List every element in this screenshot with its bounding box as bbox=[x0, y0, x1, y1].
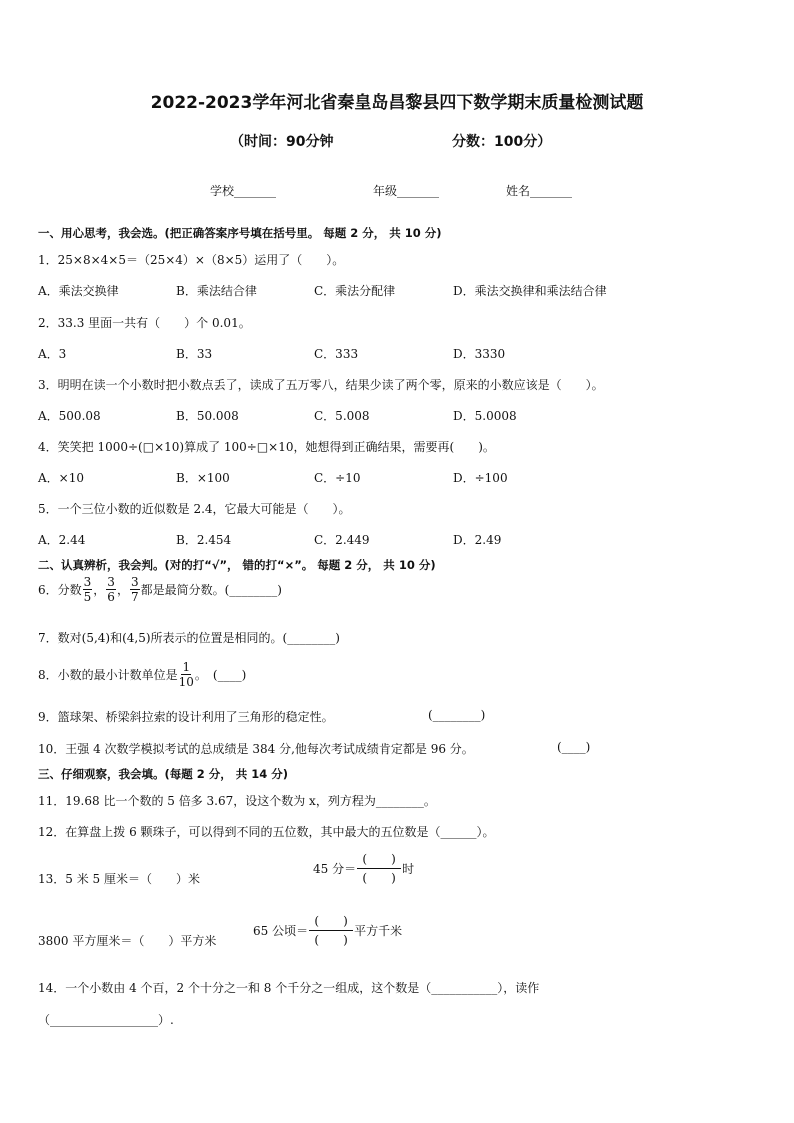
q4-option-b[interactable]: B．×100 bbox=[176, 471, 230, 485]
question-13-b: 45 分＝ $\frac{( )}{( )}$ 时 bbox=[313, 852, 415, 885]
school-field[interactable]: 学校_______ bbox=[210, 184, 277, 198]
question-2: 2．33.3 里面一共有（ ）个 0.01。 bbox=[38, 316, 251, 330]
section2-heading: 二、认真辨析，我会判。(对的打“√”， 错的打“×”。 每题 2 分， 共 10 分) bbox=[38, 558, 436, 572]
q1-option-b[interactable]: B．乘法结合律 bbox=[176, 284, 257, 298]
q4-option-a[interactable]: A．×10 bbox=[38, 471, 84, 485]
name-field[interactable]: 姓名_______ bbox=[506, 184, 573, 198]
q3-option-c[interactable]: C．5.008 bbox=[314, 409, 370, 423]
question-1: 1．25×8×4×5＝（25×4）×（8×5）运用了（ ）。 bbox=[38, 253, 345, 267]
fraction-blank-square-km[interactable]: $\frac{( )}{( )}$ bbox=[309, 915, 353, 946]
question-11: 11．19.68 比一个数的 5 倍多 3.67，设这个数为 x，列方程为________。 bbox=[38, 794, 436, 808]
question-5: 5．一个三位小数的近似数是 2.4，它最大可能是（ ）。 bbox=[38, 502, 351, 516]
fraction-blank-hours[interactable]: $\frac{( )}{( )}$ bbox=[357, 853, 401, 884]
q3-option-a[interactable]: A．500.08 bbox=[38, 409, 101, 423]
question-10: 10．王强 4 次数学模拟考试的总成绩是 384 分,他每次考试成绩肯定都是 96 分。 bbox=[38, 742, 474, 756]
question-14-continuation: （__________________）. bbox=[38, 1013, 174, 1027]
q8-prefix: 8．小数的最小计数单位是 bbox=[38, 668, 178, 682]
section3-heading: 三、仔细观察，我会填。(每题 2 分， 共 14 分) bbox=[38, 767, 289, 781]
question-6: 6．分数 $\frac{3}{5}$ ， $\frac{3}{6}$ ， $\frac{3}{7}$ 都是最简分数。(________) bbox=[38, 575, 282, 604]
fraction-3-5: $\frac{3}{5}$ bbox=[83, 575, 92, 604]
q4-option-c[interactable]: C．÷10 bbox=[314, 471, 361, 485]
q1-option-a[interactable]: A．乘法交换律 bbox=[38, 284, 119, 298]
fraction-3-6: $\frac{3}{6}$ bbox=[107, 575, 115, 604]
question-13-a: 13．5 米 5 厘米＝（ ）米 bbox=[38, 872, 200, 886]
fraction-3-7: $\frac{3}{7}$ bbox=[130, 575, 139, 604]
q8-suffix: 。 (____) bbox=[194, 668, 247, 682]
q5-option-b[interactable]: B．2.454 bbox=[176, 533, 232, 547]
grade-field[interactable]: 年级_______ bbox=[373, 184, 440, 198]
fraction-1-10: $\frac{1}{10}$ bbox=[178, 660, 194, 689]
q1-option-d[interactable]: D．乘法交换律和乘法结合律 bbox=[453, 284, 607, 298]
question-4: 4．笑笑把 1000÷(□×10)算成了 100÷□×10，她想得到正确结果，需要再( )。 bbox=[38, 440, 495, 454]
section1-heading: 一、用心思考，我会选。(把正确答案序号填在括号里。 每题 2 分， 共 10 分) bbox=[38, 226, 442, 240]
q6-suffix: 都是最简分数。(________) bbox=[140, 583, 282, 597]
page-title: 2022-2023学年河北省秦皇岛昌黎县四下数学期末质量检测试题 bbox=[150, 93, 644, 113]
question-14: 14．一个小数由 4 个百，2 个十分之一和 8 个千分之一组成，这个数是（___________），读作 bbox=[38, 981, 540, 995]
q9-answer-blank[interactable]: (________) bbox=[428, 708, 486, 722]
question-13-c: 3800 平方厘米＝（ ）平方米 bbox=[38, 934, 217, 948]
q3-option-b[interactable]: B．50.008 bbox=[176, 409, 239, 423]
q2-option-b[interactable]: B．33 bbox=[176, 347, 213, 361]
q1-option-c[interactable]: C．乘法分配律 bbox=[314, 284, 396, 298]
time-label: （时间：90分钟 bbox=[230, 134, 334, 150]
q2-option-a[interactable]: A．3 bbox=[38, 347, 67, 361]
question-8 bbox=[38, 661, 246, 688]
q3-option-d[interactable]: D．5.0008 bbox=[453, 409, 517, 423]
question-12: 12．在算盘上拨 6 颗珠子，可以得到不同的五位数，其中最大的五位数是（______）。 bbox=[38, 825, 495, 839]
q6-prefix: 6．分数 bbox=[38, 583, 82, 597]
question-9: 9．篮球架、桥梁斜拉索的设计利用了三角形的稳定性。 bbox=[38, 710, 334, 724]
q5-option-a[interactable]: A．2.44 bbox=[38, 533, 86, 547]
question-13-d: 65 公顷＝ $\frac{( )}{( )}$ 平方千米 bbox=[253, 914, 403, 947]
q2-option-d[interactable]: D．3330 bbox=[453, 347, 506, 361]
score-label: 分数：100分） bbox=[452, 134, 552, 150]
q5-option-d[interactable]: D．2.49 bbox=[453, 533, 502, 547]
q5-option-c[interactable]: C．2.449 bbox=[314, 533, 370, 547]
question-3: 3．明明在读一个小数时把小数点丢了，读成了五万零八，结果少读了两个零，原来的小数应该是（ ）。 bbox=[38, 378, 604, 392]
q4-option-d[interactable]: D．÷100 bbox=[453, 471, 508, 485]
q10-answer-blank[interactable]: (____) bbox=[557, 740, 591, 754]
q2-option-c[interactable]: C．333 bbox=[314, 347, 359, 361]
question-7: 7．数对(5,4)和(4,5)所表示的位置是相同的。(________) bbox=[38, 631, 340, 645]
